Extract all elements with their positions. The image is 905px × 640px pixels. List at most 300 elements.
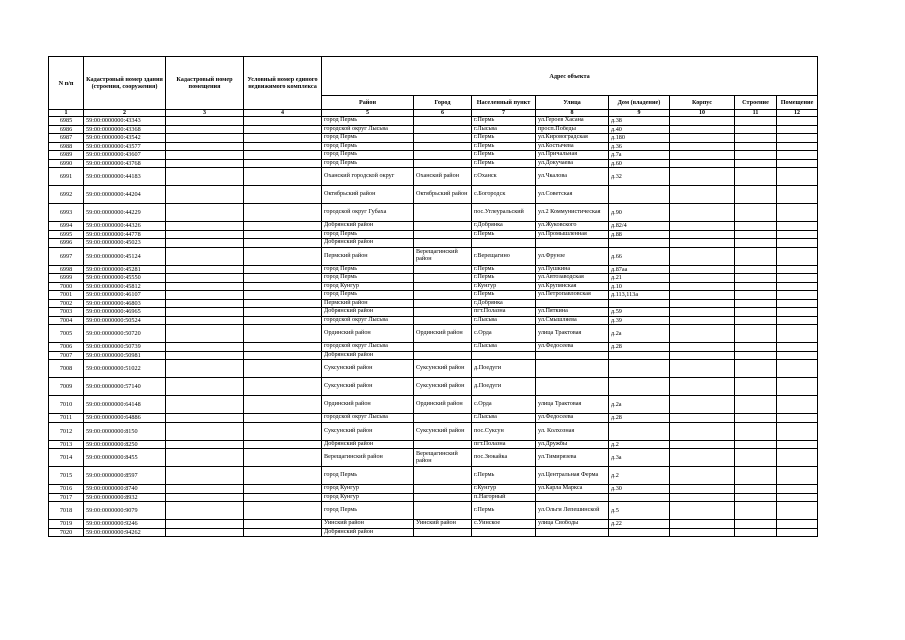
cell-cad-room [166, 222, 244, 231]
cell-korpus [670, 414, 735, 423]
cell-num: 7000 [49, 282, 84, 291]
cell-cond-number [244, 440, 322, 449]
cell-street: ул. Колхозная [536, 422, 609, 440]
column-number: 8 [536, 110, 609, 117]
cell-street [536, 299, 609, 308]
cell-cad-building: 59:00:0000000:46803 [84, 299, 166, 308]
cell-locality: с.Уинское [472, 520, 536, 529]
cell-district: город Пермь [322, 142, 414, 151]
column-number: 3 [166, 110, 244, 117]
cell-cond-number [244, 325, 322, 343]
cell-street: ул.Чкалова [536, 168, 609, 186]
cell-room [777, 282, 818, 291]
cell-num: 6997 [49, 247, 84, 265]
cell-house: д.36 [609, 142, 670, 151]
cell-house: д.2а [609, 396, 670, 414]
cell-district: городской округ Губаха [322, 204, 414, 222]
header-city: Город [414, 96, 472, 110]
cell-cad-building: 59:00:0000000:45281 [84, 265, 166, 274]
cell-building [735, 440, 777, 449]
cell-cad-room [166, 204, 244, 222]
cell-room [777, 449, 818, 467]
column-numbers-row [49, 110, 818, 117]
cell-cad-building: 59:00:0000000:8932 [84, 493, 166, 502]
cell-cond-number [244, 230, 322, 239]
cell-cond-number [244, 117, 322, 126]
cell-num: 6987 [49, 134, 84, 143]
cell-room [777, 316, 818, 325]
table-row [49, 360, 818, 378]
column-number: 6 [414, 110, 472, 117]
cell-korpus [670, 125, 735, 134]
table-row [49, 134, 818, 143]
cell-num: 6998 [49, 265, 84, 274]
cell-locality: п.Нагорный [472, 493, 536, 502]
cell-district: город Пермь [322, 117, 414, 126]
cell-house: д.82/4 [609, 222, 670, 231]
cell-building [735, 125, 777, 134]
cell-cond-number [244, 528, 322, 537]
cell-building [735, 134, 777, 143]
cell-korpus [670, 142, 735, 151]
cell-cond-number [244, 159, 322, 168]
cell-cad-building: 59:00:0000000:43607 [84, 151, 166, 160]
table-row [49, 168, 818, 186]
cell-cond-number [244, 134, 322, 143]
table-row [49, 247, 818, 265]
cell-room [777, 117, 818, 126]
cell-room [777, 422, 818, 440]
cell-street: ул.Героев Хасана [536, 117, 609, 126]
cell-street [536, 528, 609, 537]
cell-locality: г.Оханск [472, 168, 536, 186]
cell-room [777, 204, 818, 222]
cell-num: 6989 [49, 151, 84, 160]
cell-room [777, 378, 818, 396]
cell-house: д.2 [609, 440, 670, 449]
cell-cad-room [166, 485, 244, 494]
cell-cond-number [244, 222, 322, 231]
cell-house [609, 239, 670, 248]
cell-num: 7019 [49, 520, 84, 529]
cell-cad-room [166, 520, 244, 529]
cell-room [777, 159, 818, 168]
column-number: 2 [84, 110, 166, 117]
cell-building [735, 265, 777, 274]
cell-street: ул.Причальная [536, 151, 609, 160]
cell-num: 7018 [49, 502, 84, 520]
cell-cad-room [166, 502, 244, 520]
cell-korpus [670, 502, 735, 520]
cell-locality: д.Поедуги [472, 378, 536, 396]
property-table [48, 56, 818, 537]
header-cond-number: Условный номер единого недвижимого комплекса [244, 57, 322, 110]
cell-building [735, 467, 777, 485]
cell-district: Ординский район [322, 396, 414, 414]
cell-building [735, 414, 777, 423]
cell-korpus [670, 422, 735, 440]
cell-cond-number [244, 378, 322, 396]
table-row [49, 282, 818, 291]
cell-korpus [670, 308, 735, 317]
cell-num: 6995 [49, 230, 84, 239]
cell-cad-building: 59:00:0000000:44326 [84, 222, 166, 231]
cell-room [777, 414, 818, 423]
cell-num: 7008 [49, 360, 84, 378]
table-row [49, 239, 818, 248]
cell-num: 7016 [49, 485, 84, 494]
table-row [49, 351, 818, 360]
cell-num: 7007 [49, 351, 84, 360]
cell-cond-number [244, 265, 322, 274]
table-row [49, 378, 818, 396]
cell-cad-building: 59:00:0000000:44183 [84, 168, 166, 186]
cell-building [735, 222, 777, 231]
cell-city: Октябрьский район [414, 186, 472, 204]
table-row [49, 396, 818, 414]
cell-city [414, 493, 472, 502]
cell-cad-building: 59:00:0000000:64886 [84, 414, 166, 423]
cell-num: 7003 [49, 308, 84, 317]
cell-room [777, 247, 818, 265]
cell-building [735, 247, 777, 265]
table-row [49, 222, 818, 231]
cell-city: Суксунский район [414, 422, 472, 440]
cell-cad-building: 59:00:0000000:43768 [84, 159, 166, 168]
cell-locality: г.Лысьва [472, 414, 536, 423]
cell-locality: с.Орда [472, 396, 536, 414]
cell-locality: г.Пермь [472, 467, 536, 485]
table-row [49, 528, 818, 537]
cell-num: 6999 [49, 274, 84, 283]
table-row [49, 299, 818, 308]
cell-house: д.2 [609, 467, 670, 485]
cell-locality: г.Добрянка [472, 299, 536, 308]
cell-cond-number [244, 316, 322, 325]
cell-street: ул.Центральная Ферма [536, 467, 609, 485]
cell-city [414, 159, 472, 168]
cell-cad-building: 59:00:0000000:50720 [84, 325, 166, 343]
cell-house [609, 493, 670, 502]
cell-cad-building: 59:00:0000000:8150 [84, 422, 166, 440]
cell-cond-number [244, 360, 322, 378]
cell-city [414, 117, 472, 126]
cell-cad-building: 59:00:0000000:8455 [84, 449, 166, 467]
table-row [49, 485, 818, 494]
cell-locality: пос.Зюкайка [472, 449, 536, 467]
cell-cad-building: 59:00:0000000:9246 [84, 520, 166, 529]
cell-city: Суксунский район [414, 360, 472, 378]
cell-building [735, 239, 777, 248]
cell-building [735, 360, 777, 378]
cell-cond-number [244, 274, 322, 283]
cell-locality: г.Пермь [472, 142, 536, 151]
cell-street: ул.Крупянская [536, 282, 609, 291]
table-row [49, 308, 818, 317]
cell-locality: г.Кунгур [472, 485, 536, 494]
cell-house: д.113,113а [609, 291, 670, 300]
cell-cad-room [166, 308, 244, 317]
cell-cad-room [166, 291, 244, 300]
cell-building [735, 449, 777, 467]
table-row [49, 343, 818, 352]
cell-district: Добрянский район [322, 239, 414, 248]
cell-city [414, 299, 472, 308]
cell-num: 6992 [49, 186, 84, 204]
cell-korpus [670, 204, 735, 222]
table-row [49, 440, 818, 449]
cell-street: ул.Пяткина [536, 308, 609, 317]
cell-room [777, 528, 818, 537]
cell-city [414, 502, 472, 520]
cell-korpus [670, 493, 735, 502]
cell-house: д.30 [609, 485, 670, 494]
cell-city: Оханский район [414, 168, 472, 186]
cell-house: д.88 [609, 230, 670, 239]
cell-district: город Пермь [322, 265, 414, 274]
cell-district: город Пермь [322, 134, 414, 143]
cell-street: ул.Докучаева [536, 159, 609, 168]
cell-street: ул.Смышляева [536, 316, 609, 325]
cell-cad-room [166, 414, 244, 423]
cell-num: 6985 [49, 117, 84, 126]
cell-district: Октябрьский район [322, 186, 414, 204]
cell-cad-room [166, 134, 244, 143]
cell-house [609, 299, 670, 308]
cell-cad-building: 59:00:0000000:8250 [84, 440, 166, 449]
cell-cad-building: 59:00:0000000:50524 [84, 316, 166, 325]
cell-locality: пос.Углеуральский [472, 204, 536, 222]
cell-locality: г.Пермь [472, 230, 536, 239]
cell-district: Суксунский район [322, 422, 414, 440]
column-number: 1 [49, 110, 84, 117]
table-row [49, 502, 818, 520]
column-number: 11 [735, 110, 777, 117]
cell-district: город Кунгур [322, 493, 414, 502]
cell-cad-building: 59:00:0000000:45812 [84, 282, 166, 291]
cell-city [414, 151, 472, 160]
table-row [49, 325, 818, 343]
cell-korpus [670, 134, 735, 143]
cell-building [735, 230, 777, 239]
cell-city [414, 528, 472, 537]
cell-korpus [670, 239, 735, 248]
cell-house: д.87аа [609, 265, 670, 274]
cell-district: Оханский городской округ [322, 168, 414, 186]
table-row [49, 117, 818, 126]
cell-cond-number [244, 239, 322, 248]
cell-house: д.59 [609, 308, 670, 317]
cell-district: Пермский район [322, 247, 414, 265]
cell-cond-number [244, 422, 322, 440]
cell-cond-number [244, 282, 322, 291]
cell-locality: г.Пермь [472, 159, 536, 168]
cell-room [777, 485, 818, 494]
cell-district: город Пермь [322, 291, 414, 300]
cell-house: д.66 [609, 247, 670, 265]
cell-room [777, 168, 818, 186]
cell-korpus [670, 316, 735, 325]
cell-cad-room [166, 151, 244, 160]
table-row [49, 316, 818, 325]
cell-street: ул.Автозаводская [536, 274, 609, 283]
cell-locality: г.Лысьва [472, 125, 536, 134]
cell-building [735, 343, 777, 352]
cell-cond-number [244, 291, 322, 300]
header-house: Дом (владение) [609, 96, 670, 110]
cell-house: д.22 [609, 520, 670, 529]
cell-korpus [670, 343, 735, 352]
cell-cad-room [166, 316, 244, 325]
table-header [49, 57, 818, 117]
table-row [49, 449, 818, 467]
column-number: 7 [472, 110, 536, 117]
cell-num: 7015 [49, 467, 84, 485]
cell-room [777, 467, 818, 485]
cell-num: 7014 [49, 449, 84, 467]
cell-city: Верещагинский район [414, 449, 472, 467]
cell-cad-building: 59:00:0000000:9079 [84, 502, 166, 520]
cell-room [777, 493, 818, 502]
cell-korpus [670, 265, 735, 274]
cell-building [735, 485, 777, 494]
cell-city [414, 291, 472, 300]
cell-street [536, 239, 609, 248]
header-locality: Населенный пункт [472, 96, 536, 110]
cell-cond-number [244, 343, 322, 352]
cell-building [735, 186, 777, 204]
cell-city [414, 125, 472, 134]
cell-cad-building: 59:00:0000000:45550 [84, 274, 166, 283]
cell-street: ул.Федосеева [536, 414, 609, 423]
cell-korpus [670, 159, 735, 168]
cell-locality [472, 239, 536, 248]
cell-district: Ординский район [322, 325, 414, 343]
cell-locality [472, 351, 536, 360]
cell-num: 7010 [49, 396, 84, 414]
cell-building [735, 274, 777, 283]
cell-num: 7001 [49, 291, 84, 300]
cell-korpus [670, 378, 735, 396]
cell-cad-building: 59:00:0000000:8597 [84, 467, 166, 485]
table-row [49, 291, 818, 300]
header-korpus: Корпус [670, 96, 735, 110]
cell-korpus [670, 282, 735, 291]
cell-district: город Кунгур [322, 485, 414, 494]
cell-building [735, 151, 777, 160]
cell-district: город Пермь [322, 467, 414, 485]
table-row [49, 151, 818, 160]
cell-cad-building: 59:00:0000000:45124 [84, 247, 166, 265]
cell-city: Уинский район [414, 520, 472, 529]
cell-cond-number [244, 186, 322, 204]
cell-cond-number [244, 168, 322, 186]
cell-korpus [670, 168, 735, 186]
table-row [49, 204, 818, 222]
cell-district: Добрянский район [322, 351, 414, 360]
cell-city [414, 222, 472, 231]
cell-korpus [670, 396, 735, 414]
header-room: Помещение [777, 96, 818, 110]
cell-cond-number [244, 396, 322, 414]
cell-cond-number [244, 142, 322, 151]
table-row [49, 186, 818, 204]
cell-house: д.7а [609, 151, 670, 160]
cell-city [414, 308, 472, 317]
cell-locality: с.Орда [472, 325, 536, 343]
cell-cad-building: 59:00:0000000:50739 [84, 343, 166, 352]
cell-korpus [670, 449, 735, 467]
cell-building [735, 378, 777, 396]
cell-district: городской округ Лысьва [322, 125, 414, 134]
cell-street: ул.Дружбы [536, 440, 609, 449]
cell-house: д.28 [609, 414, 670, 423]
cell-city [414, 239, 472, 248]
cell-house: д.2а [609, 325, 670, 343]
cell-cond-number [244, 502, 322, 520]
table-row [49, 467, 818, 485]
cell-building [735, 325, 777, 343]
column-number: 10 [670, 110, 735, 117]
cell-room [777, 230, 818, 239]
table-row [49, 422, 818, 440]
cell-locality: г.Лысьва [472, 343, 536, 352]
table-row [49, 520, 818, 529]
cell-cad-room [166, 117, 244, 126]
cell-cad-room [166, 528, 244, 537]
header-num: N п/п [49, 57, 84, 110]
cell-house: д.5 [609, 502, 670, 520]
table-body [49, 117, 818, 537]
cell-cad-building: 59:00:0000000:44778 [84, 230, 166, 239]
cell-house: д.39 [609, 316, 670, 325]
cell-district: Уинский район [322, 520, 414, 529]
cell-cad-room [166, 274, 244, 283]
cell-room [777, 265, 818, 274]
cell-korpus [670, 117, 735, 126]
column-number: 9 [609, 110, 670, 117]
cell-cad-room [166, 299, 244, 308]
cell-cad-building: 59:00:0000000:44204 [84, 186, 166, 204]
cell-district: город Пермь [322, 502, 414, 520]
cell-district: Добрянский район [322, 308, 414, 317]
cell-num: 6991 [49, 168, 84, 186]
document-page [48, 56, 817, 537]
cell-city [414, 343, 472, 352]
cell-korpus [670, 291, 735, 300]
cell-korpus [670, 440, 735, 449]
column-number: 5 [322, 110, 414, 117]
cell-cond-number [244, 493, 322, 502]
cell-building [735, 502, 777, 520]
cell-cond-number [244, 151, 322, 160]
cell-num: 7006 [49, 343, 84, 352]
table-row [49, 274, 818, 283]
cell-house [609, 528, 670, 537]
cell-cad-room [166, 467, 244, 485]
cell-city [414, 204, 472, 222]
cell-cad-room [166, 449, 244, 467]
cell-house [609, 378, 670, 396]
cell-room [777, 360, 818, 378]
cell-cad-building: 59:00:0000000:44229 [84, 204, 166, 222]
cell-cad-room [166, 440, 244, 449]
cell-cad-room [166, 168, 244, 186]
cell-room [777, 299, 818, 308]
cell-cad-room [166, 360, 244, 378]
cell-num: 7012 [49, 422, 84, 440]
cell-locality: г.Пермь [472, 117, 536, 126]
